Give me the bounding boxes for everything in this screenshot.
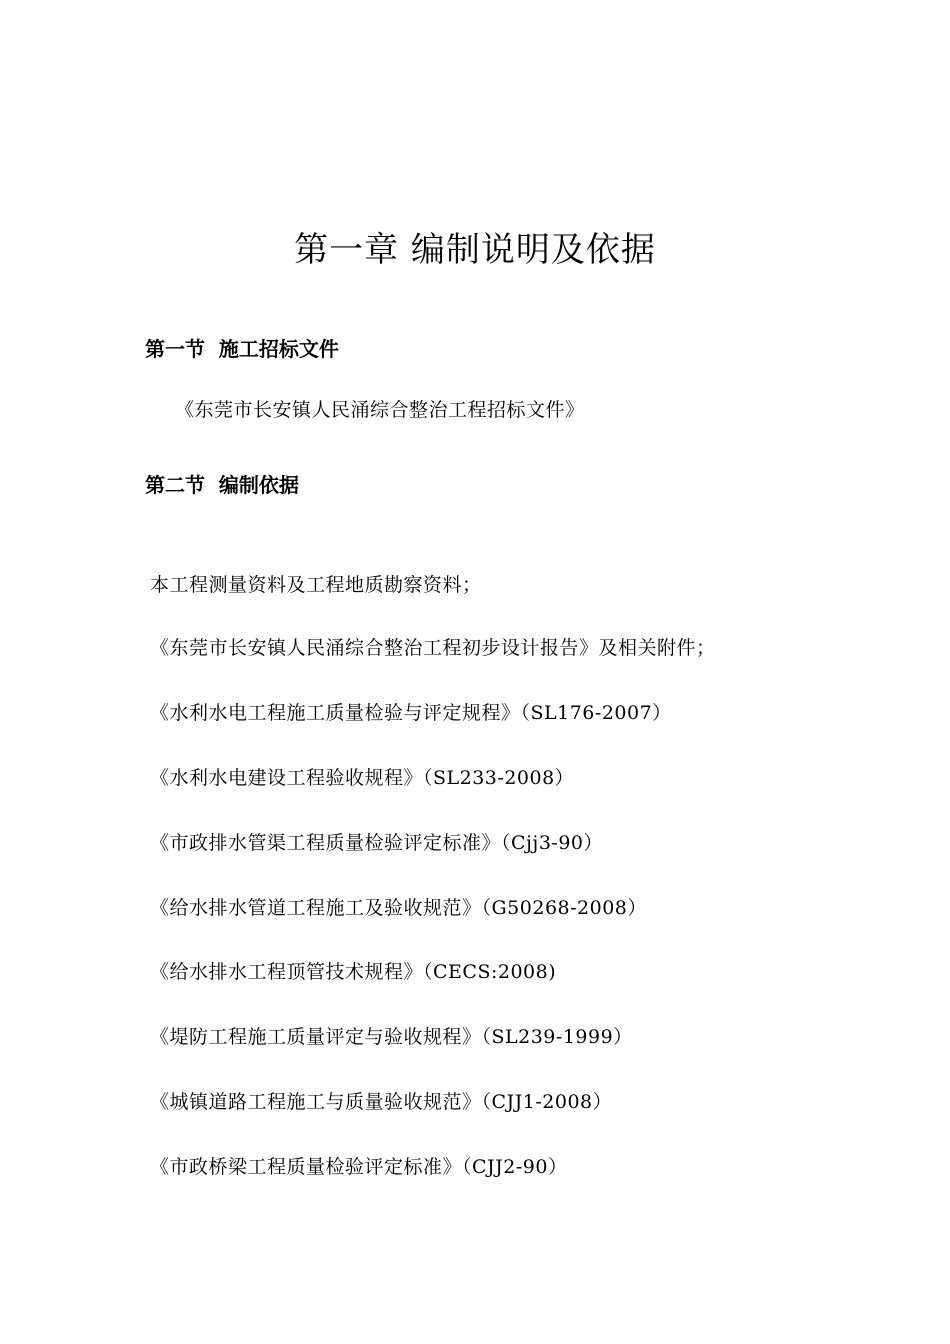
section-heading-bidding-documents: 第一节 施工招标文件 <box>145 337 339 361</box>
basis-item: 《东莞市长安镇人民涌综合整治工程初步设计报告》及相关附件； <box>150 637 716 659</box>
basis-item: 《城镇道路工程施工与质量验收规范》（CJJ1-2008） <box>150 1091 613 1113</box>
basis-item: 《给水排水管道工程施工及验收规范》（G50268-2008） <box>150 897 647 919</box>
basis-item: 《市政排水管渠工程质量检验评定标准》（Cjj3-90） <box>150 832 604 854</box>
basis-item: 本工程测量资料及工程地质勘察资料； <box>150 574 482 596</box>
basis-item: 《给水排水工程顶管技术规程》（CECS:2008) <box>150 961 557 983</box>
section-heading-compilation-basis: 第二节 编制依据 <box>145 473 299 497</box>
chapter-title: 第一章 编制说明及依据 <box>294 230 656 270</box>
bidding-document-reference: 《东莞市长安镇人民涌综合整治工程招标文件》 <box>175 399 585 421</box>
basis-item: 《堤防工程施工质量评定与验收规程》（SL239-1999） <box>150 1026 633 1048</box>
basis-item: 《市政桥梁工程质量检验评定标准》（CJJ2-90） <box>150 1156 568 1178</box>
basis-item: 《水利水电建设工程验收规程》（SL233-2008） <box>150 767 575 789</box>
basis-item: 《水利水电工程施工质量检验与评定规程》（SL176-2007） <box>150 702 672 724</box>
